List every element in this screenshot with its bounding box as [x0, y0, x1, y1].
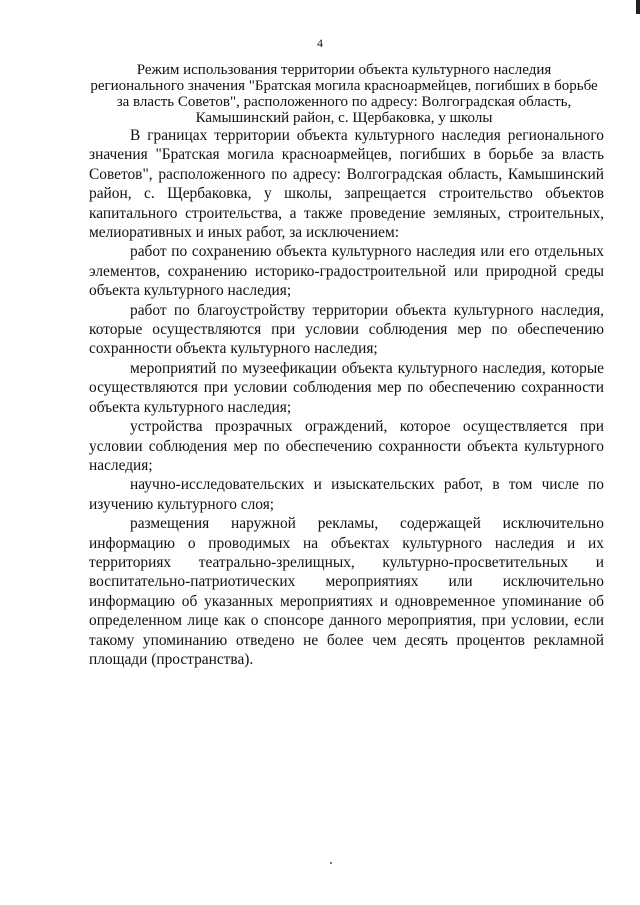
exception-item-museumification: мероприятий по музеефикации объекта культурного наследия, которые осуществляются при условии соблюдения мер по обеспечению сохранности объекта культурного наследия; — [89, 359, 604, 416]
exception-item-research: научно-исследовательских и изыскательских работ, в том числе по изучению культурного слоя; — [89, 476, 604, 513]
title-line: Камышинский район, с. Щербаковка, у школы — [195, 110, 493, 126]
title-line: Режим использования территории объекта культурного наследия — [136, 62, 552, 78]
page-number: 4 — [317, 36, 323, 50]
exception-item-advertising: размещения наружной рекламы, содержащей исключительно информацию о проводимых на объектах культурного наследия и их территориях театрально-зрелищных, культурно-просветительных и воспитательно-патриотических мероприятиях или исключительно информацию об указанных мероприятиях и одновременное упоминание об определенном лице как о спонсоре данного мероприятия, при условии, если такому упоминанию отведено не более чем десять процентов рекламной площади (пространства). — [89, 515, 604, 668]
scan-corner-mark — [636, 0, 640, 14]
document-body — [89, 126, 604, 669]
scan-speck — [330, 862, 332, 864]
document-title — [72, 62, 616, 126]
exception-item-landscaping: работ по благоустройству территории объекта культурного наследия, которые осуществляются при условии соблюдения мер по обеспечению сохранности объекта культурного наследия; — [89, 301, 604, 358]
intro-paragraph: В границах территории объекта культурного наследия регионального значения "Братская могила красноармейцев, погибших в борьбе за власть Советов", расположенного по адресу: Волгоградская область, Камышинский район, с. Щербаковка, у школы, запрещается строительство объектов капитального строительства, а также проведение земляных, строительных, мелиоративных и иных работ, за исключением: — [89, 127, 604, 242]
title-line: за власть Советов", расположенного по адресу: Волгоградская область, — [116, 94, 572, 110]
exception-item-fencing: устройства прозрачных ограждений, которое осуществляется при условии соблюдения мер по обеспечению сохранности объекта культурного наследия; — [89, 418, 604, 474]
exception-item-preservation: работ по сохранению объекта культурного наследия или его отдельных элементов, сохранению историко-градостроительной или природной среды объекта культурного наследия; — [89, 243, 604, 300]
title-line: регионального значения "Братская могила красноармейцев, погибших в борьбе — [90, 78, 598, 94]
